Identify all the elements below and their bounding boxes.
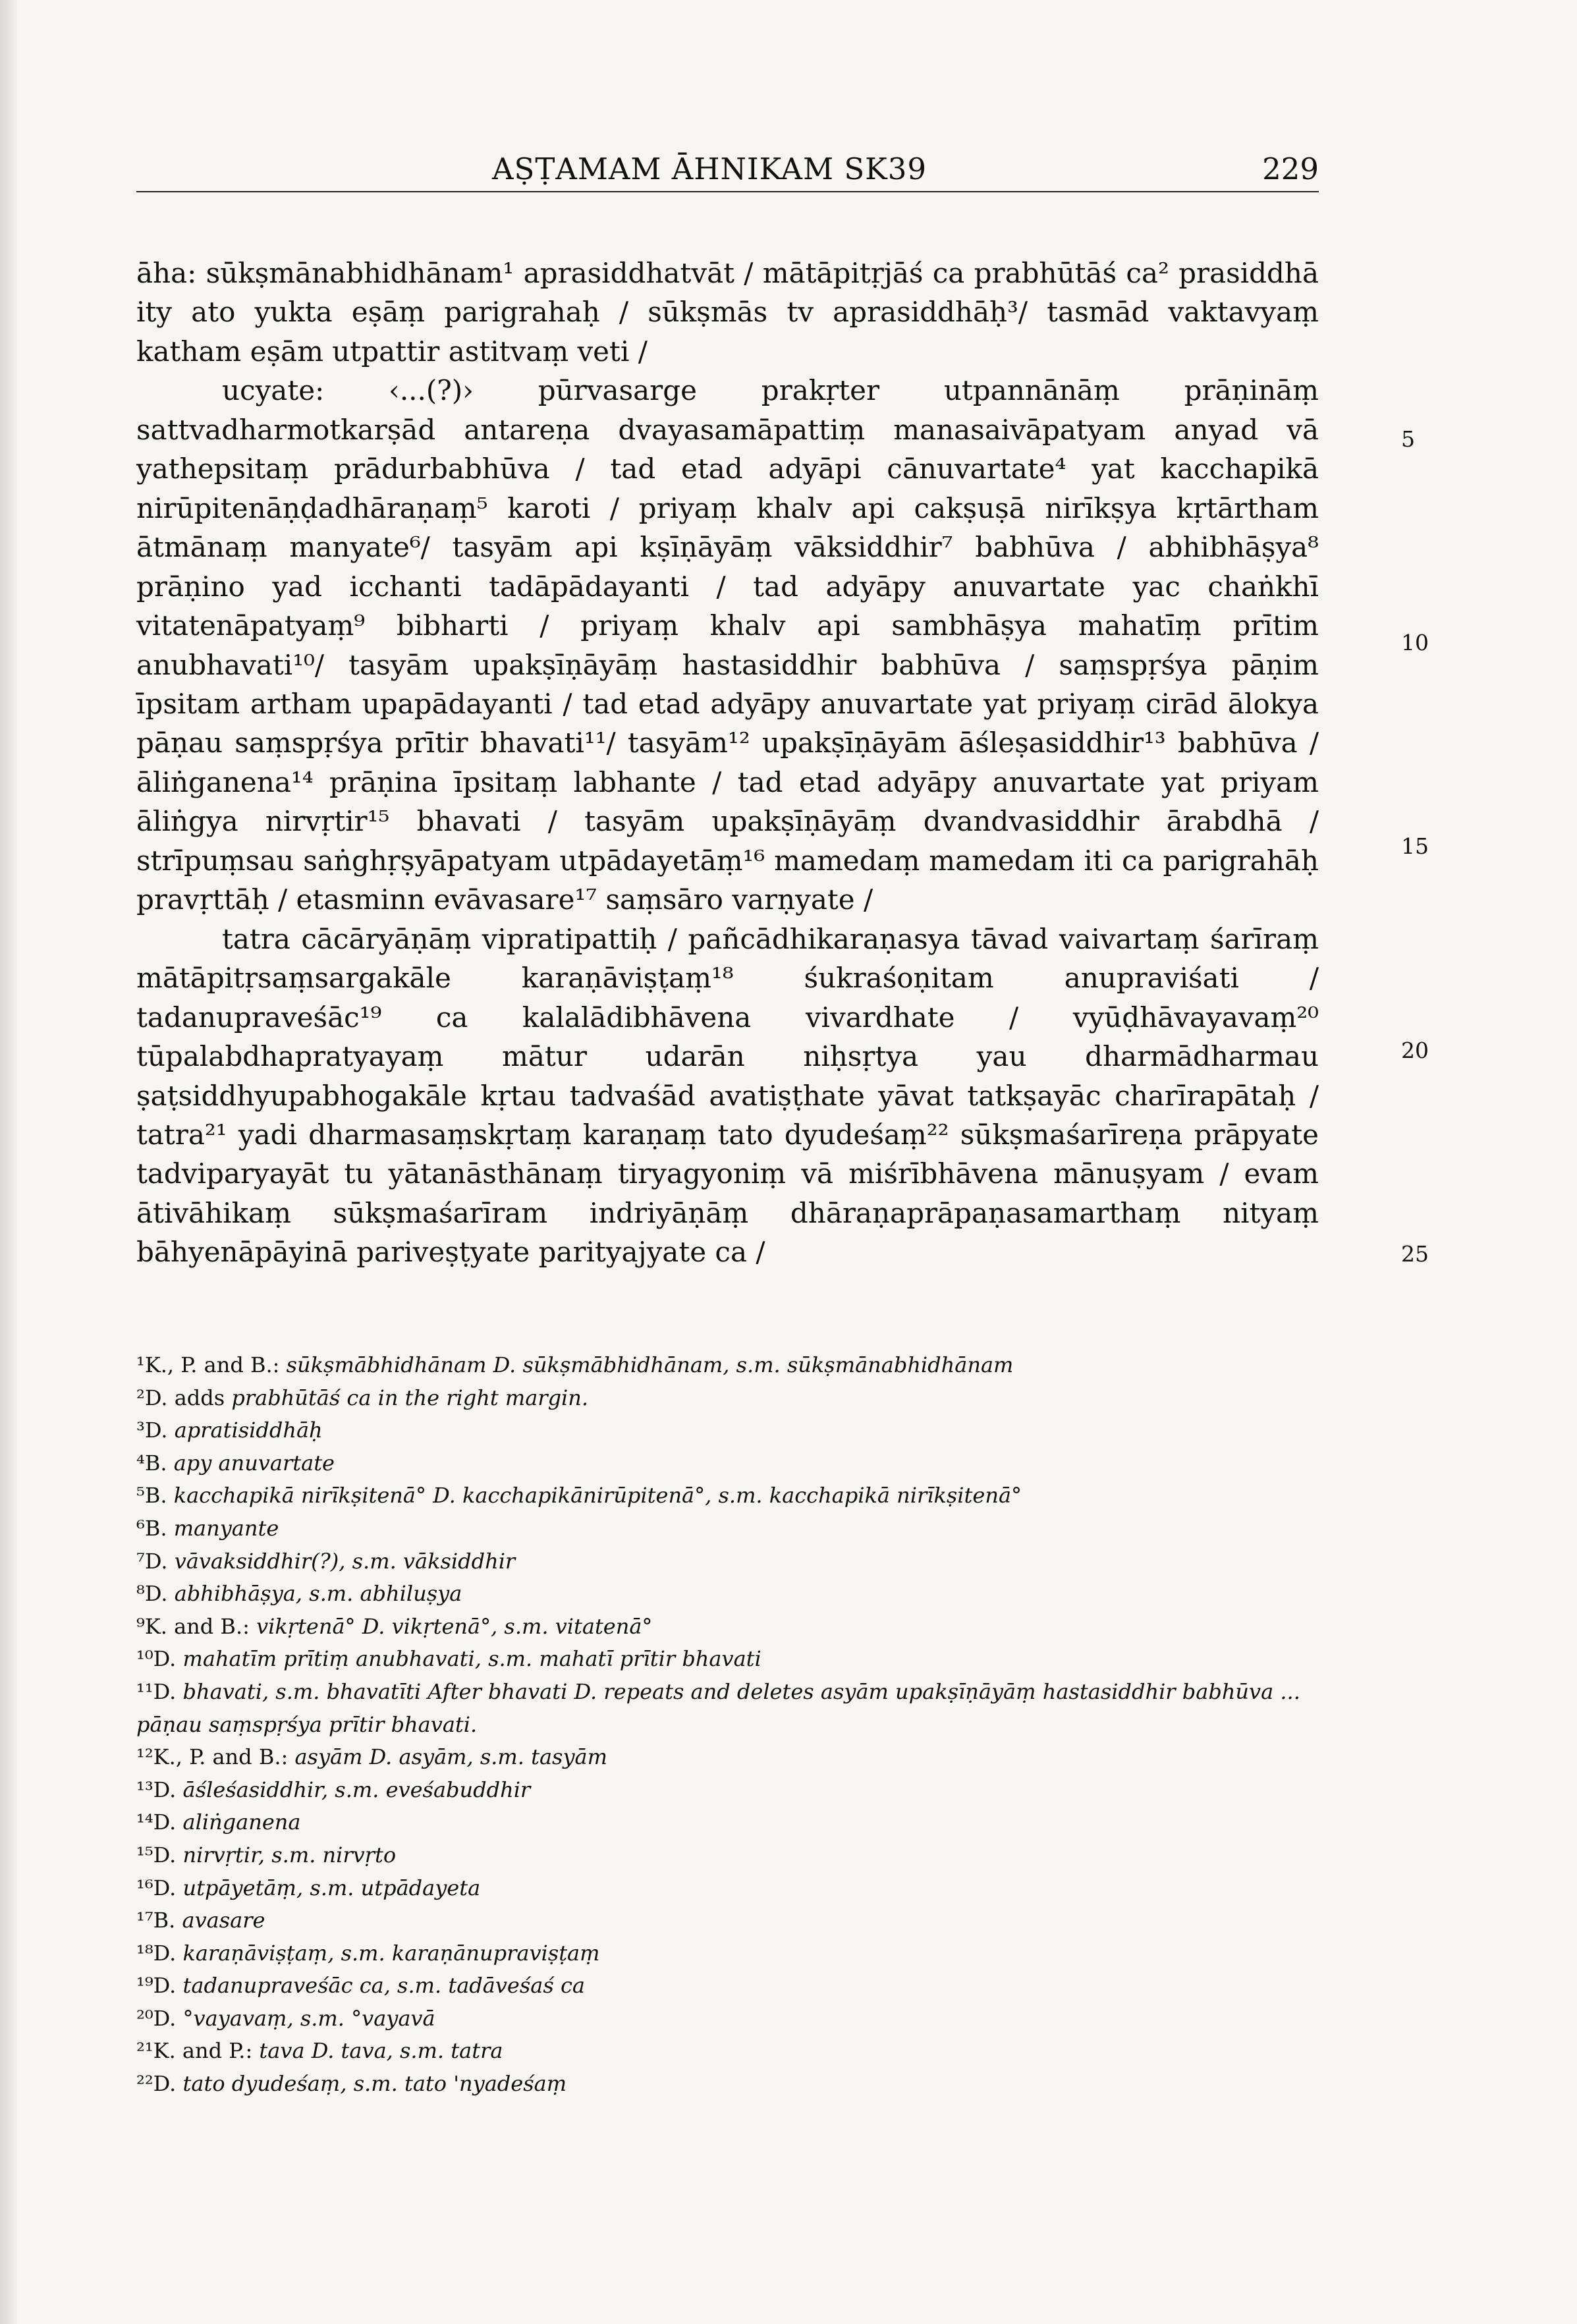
footnote bbox=[136, 1382, 1319, 1415]
footnote-text: abhibhāṣya, s.m. abhiluṣya bbox=[174, 1581, 462, 1607]
footnote-label: ²D. adds bbox=[136, 1385, 225, 1410]
footnote bbox=[136, 2035, 1319, 2068]
footnote-label: ⁵B. bbox=[136, 1483, 167, 1508]
footnote-text: aliṅganena bbox=[182, 1810, 301, 1835]
footnote-label: ²²D. bbox=[136, 2071, 177, 2097]
footnote bbox=[136, 1578, 1319, 1611]
footnote bbox=[136, 1611, 1319, 1644]
footnote-text: avasare bbox=[182, 1908, 265, 1933]
footnote bbox=[136, 1774, 1319, 1807]
footnote-text: vāvaksiddhir(?), s.m. vāksiddhir bbox=[174, 1548, 516, 1574]
footnote-text: utpāyetāṃ, s.m. utpādayeta bbox=[182, 1875, 481, 1900]
main-text bbox=[136, 254, 1319, 1272]
footnote-label: ¹¹D. bbox=[136, 1678, 177, 1704]
footnote-label: ³D. bbox=[136, 1418, 168, 1443]
line-number: 15 bbox=[1401, 833, 1429, 859]
footnote-label: ¹⁵D. bbox=[136, 1842, 177, 1868]
footnote bbox=[136, 1349, 1319, 1382]
footnote-text: sūkṣmābhidhānam D. sūkṣmābhidhānam, s.m. sūkṣmānabhidhānam bbox=[286, 1352, 1014, 1377]
footnote-label: ²⁰D. bbox=[136, 2005, 177, 2031]
footnote-label: ²¹K. and P.: bbox=[136, 2038, 253, 2064]
line-number: 5 bbox=[1401, 426, 1415, 452]
footnote-text: manyante bbox=[173, 1515, 279, 1541]
paragraph: āha: sūkṣmānabhidhānam¹ aprasiddhatvāt / mātāpitṛjāś ca prabhūtāś ca² prasiddhā ity ato yukta eṣāṃ parigrahaḥ / sūkṣmās tv aprasiddhāḥ³/ tasmād vaktavyaṃ katham eṣām utpattir astitvaṃ veti / bbox=[136, 257, 1319, 368]
footnote-text: kacchapikā nirīkṣitenā° D. kacchapikānirūpitenā°, s.m. kacchapikā nirīkṣitenā° bbox=[173, 1483, 1022, 1508]
footnote-text: tava D. tava, s.m. tatra bbox=[259, 2038, 503, 2064]
footnote-label: ¹⁷B. bbox=[136, 1908, 176, 1933]
footnote-label: ⁸D. bbox=[136, 1581, 168, 1607]
footnote-label: ⁴B. bbox=[136, 1450, 167, 1476]
footnote-text: bhavati, s.m. bhavatīti After bhavati D. repeats and deletes asyām upakṣīṇāyāṃ hastasiddhir babhūva ... pāṇau saṃspṛśya prītir bhavati. bbox=[136, 1678, 1300, 1737]
page-number: 229 bbox=[1262, 152, 1319, 186]
footnote-label: ⁹K. and B.: bbox=[136, 1613, 250, 1639]
running-header bbox=[136, 146, 1319, 192]
footnote-label: ¹³D. bbox=[136, 1777, 177, 1802]
footnote-label: ⁶B. bbox=[136, 1515, 167, 1541]
footnote-label: ¹⁶D. bbox=[136, 1875, 177, 1900]
footnote-label: ¹⁹D. bbox=[136, 1973, 177, 1999]
running-title: AṢṬAMAM ĀHNIKAM SK39 bbox=[492, 152, 927, 186]
line-number: 20 bbox=[1401, 1038, 1429, 1063]
paragraph: ucyate: ‹...(?)› pūrvasarge prakṛter utpannānāṃ prāṇināṃ sattvadharmotkarṣād antareṇa dvayasamāpattiṃ manasaivāpatyam anyad vā yathepsitaṃ prādurbabhūva / tad etad adyāpi cānuvartate⁴ yat kacchapikā nirūpitenāṇḍadhāraṇaṃ⁵ karoti / priyaṃ khalv api cakṣuṣā nirīkṣya kṛtārtham ātmānaṃ manyate⁶/ tasyām api kṣīṇāyāṃ vāksiddhir⁷ babhūva / abhibhāṣya⁸ prāṇino yad icchanti tadāpādayanti / tad adyāpy anuvartate yac chaṅkhī vitatenāpatyaṃ⁹ bibharti / priyaṃ khalv api sambhāṣya mahatīṃ prītim anubhavati¹⁰/ tasyām upakṣīṇāyāṃ hastasiddhir babhūva / saṃspṛśya pāṇim īpsitam artham upapādayanti / tad etad adyāpy anuvartate yat priyaṃ cirād ālokya pāṇau saṃspṛśya prītir bhavati¹¹/ tasyām¹² upakṣīṇāyām āśleṣasiddhir¹³ babhūva / āliṅganena¹⁴ prāṇina īpsitaṃ labhante / tad etad adyāpy anuvartate yat priyam āliṅgya nirvṛtir¹⁵ bhavati / tasyām upakṣīṇāyāṃ dvandvasiddhir ārabdhā / strīpuṃsau saṅghṛṣyāpatyam utpādayetāṃ¹⁶ mamedaṃ mamedam iti ca parigrahāḥ pravṛttāḥ / etasminn evāvasare¹⁷ saṃsāro varṇyate / bbox=[136, 374, 1319, 916]
footnote bbox=[136, 1676, 1319, 1741]
footnote-label: ¹²K., P. and B.: bbox=[136, 1744, 289, 1770]
footnote bbox=[136, 1643, 1319, 1676]
line-number: 10 bbox=[1401, 630, 1429, 655]
footnote-text: vikṛtenā° D. vikṛtenā°, s.m. vitatenā° bbox=[256, 1613, 653, 1639]
footnote bbox=[136, 1741, 1319, 1774]
footnote bbox=[136, 1937, 1319, 1970]
footnote bbox=[136, 1872, 1319, 1905]
footnote-label: ¹⁸D. bbox=[136, 1940, 177, 1966]
footnote bbox=[136, 1970, 1319, 2003]
footnotes bbox=[136, 1349, 1319, 2101]
footnote-label: ⁷D. bbox=[136, 1548, 168, 1574]
footnote bbox=[136, 2068, 1319, 2101]
footnote-text: °vayavaṃ, s.m. °vayavā bbox=[182, 2005, 435, 2031]
line-numbers bbox=[1401, 0, 1441, 2324]
footnote-text: nirvṛtir, s.m. nirvṛto bbox=[182, 1842, 397, 1868]
scan-edge-shadow bbox=[0, 0, 17, 2324]
footnote bbox=[136, 1839, 1319, 1872]
footnote bbox=[136, 1480, 1319, 1512]
footnote-label: ¹⁴D. bbox=[136, 1810, 177, 1835]
footnote-text: tadanupraveśāc ca, s.m. tadāveśaś ca bbox=[182, 1973, 585, 1999]
footnote-text: apratisiddhāḥ bbox=[174, 1418, 323, 1443]
footnote bbox=[136, 1806, 1319, 1839]
footnote-text: asyām D. asyām, s.m. tasyām bbox=[294, 1744, 607, 1770]
footnote bbox=[136, 2003, 1319, 2035]
footnote-text: āśleśasiddhir, s.m. eveśabuddhir bbox=[182, 1777, 531, 1802]
footnote-label: ¹⁰D. bbox=[136, 1646, 177, 1672]
footnote bbox=[136, 1545, 1319, 1578]
footnote bbox=[136, 1512, 1319, 1545]
footnote-label: ¹K., P. and B.: bbox=[136, 1352, 280, 1377]
footnote-text: mahatīm prītiṃ anubhavati, s.m. mahatī prītir bhavati bbox=[182, 1646, 761, 1672]
footnote bbox=[136, 1904, 1319, 1937]
line-number: 25 bbox=[1401, 1241, 1429, 1267]
footnote-text: apy anuvartate bbox=[173, 1450, 335, 1476]
footnote bbox=[136, 1447, 1319, 1480]
footnote-text: karaṇāviṣṭaṃ, s.m. karaṇānupraviṣṭaṃ bbox=[182, 1940, 600, 1966]
footnote-text: prabhūtāś ca in the right margin. bbox=[231, 1385, 589, 1410]
footnote-text: tato dyudeśaṃ, s.m. tato 'nyadeśaṃ bbox=[182, 2071, 567, 2097]
paragraph: tatra cācāryāṇāṃ vipratipattiḥ / pañcādhikaraṇasya tāvad vaivartaṃ śarīraṃ mātāpitṛsaṃsargakāle karaṇāviṣṭaṃ¹⁸ śukraśoṇitam anupraviśati / tadanupraveśāc¹⁹ ca kalalādibhāvena vivardhate / vyūḍhāvayavaṃ²⁰ tūpalabdhapratyayaṃ mātur udarān niḥsṛtya yau dharmādharmau ṣaṭsiddhyupabhogakāle kṛtau tadvaśād avatiṣṭhate yāvat tatkṣayāc charīrapātaḥ / tatra²¹ yadi dharmasaṃskṛtaṃ karaṇaṃ tato dyudeśaṃ²² sūkṣmaśarīreṇa prāpyate tadviparyayāt tu yātanāsthānaṃ tiryagyoniṃ vā miśrībhāvena mānuṣyam / evam ātivāhikaṃ sūkṣmaśarīram indriyāṇāṃ dhāraṇaprāpaṇasamarthaṃ nityaṃ bāhyenāpāyinā pariveṣṭyate parityajyate ca / bbox=[136, 922, 1319, 1269]
footnote bbox=[136, 1414, 1319, 1447]
